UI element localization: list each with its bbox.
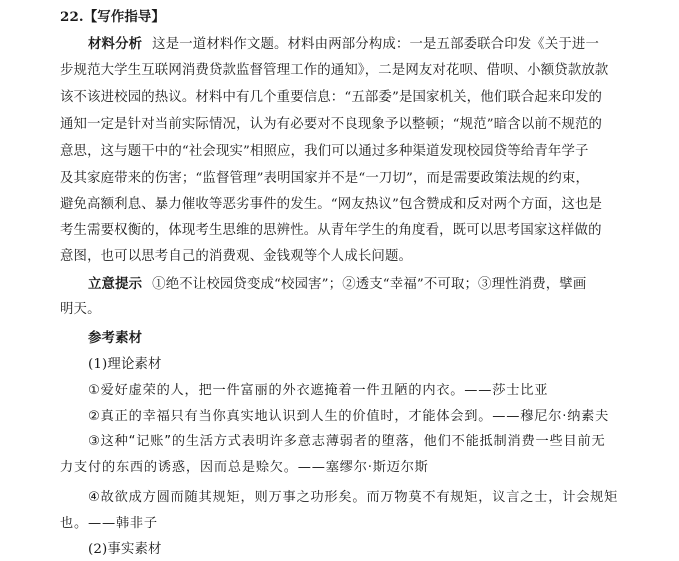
quote-1: ①爱好虚荣的人，把一件富丽的外衣遮掩着一件丑陋的内衣。——莎士比亚: [88, 383, 549, 398]
quote-3-line-1: ③这种“记账”的生活方式表明许多意志薄弱者的堕落，他们不能抵制消费一些目前无: [88, 434, 606, 449]
theme-text: ①绝不让校园贷变成“校园害”；②透支“幸福”不可取；③理性消费，擘画: [152, 277, 587, 292]
analysis-line-9: 意图，也可以思考自己的消费观、金钱观等个人成长问题。: [60, 249, 413, 264]
section-title: 【写作指导】: [83, 9, 165, 25]
analysis-line-2: 步规范大学生互联网消费贷款监督管理工作的通知》，二是网友对花呗、借呗、小额贷款放款: [60, 63, 609, 78]
section-heading: [60, 8, 620, 26]
quote-2: ②真正的幸福只有当你真实地认识到人生的价值时，才能体会到。——穆尼尔·纳素夫: [88, 409, 610, 424]
analysis-line-7: 避免高额利息、暴力催收等恶劣事件的发生。“网友热议”包含赞成和反对两个方面，这也是: [60, 197, 603, 212]
analysis-line-6: 及其家庭带来的伤害；“监督管理”表明国家并不是“一刀切”，而是需要政策法规的约束，: [60, 171, 589, 186]
theory-label: (1)理论素材: [88, 357, 162, 372]
reference-label: 参考素材: [88, 330, 143, 346]
theme-line-2: 明天。: [60, 302, 101, 317]
analysis-line-1: [88, 35, 620, 54]
quote-4-line-2: 也。——韩非子: [60, 516, 158, 531]
analysis-line-8: 考生需要权衡的，体现考生思维的思辨性。从青年学生的角度看，既可以思考国家这样做的: [60, 223, 602, 238]
analysis-text: 这是一道材料作文题。材料由两部分构成：一是五部委联合印发《关于进一: [152, 37, 600, 52]
theme-label: 立意提示: [88, 276, 143, 292]
question-number: 22.: [60, 9, 84, 25]
analysis-line-3: 该不该进校园的热议。材料中有几个重要信息：“五部委”是国家机关，他们联合起来印发的: [60, 90, 603, 105]
facts-label: (2)事实素材: [88, 542, 162, 557]
quote-3-line-2: 力支付的东西的诱惑，因而总是赊欠。——塞缪尔·斯迈尔斯: [60, 460, 429, 475]
quote-4-line-1: ④故欲成方圆而随其规矩，则万事之功形矣。而万物莫不有规矩，议言之士，计会规矩: [88, 490, 619, 505]
analysis-line-4: 通知一定是针对当前实际情况，认为有必要对不良现象予以整顿；“规范”暗含以前不规范的: [60, 117, 603, 132]
theme-line-1: [88, 275, 620, 294]
analysis-label: 材料分析: [88, 36, 143, 52]
analysis-line-5: 意思，这与题干中的“社会现实”相照应，我们可以通过多种渠道发现校园贷等给青年学子: [60, 144, 589, 159]
